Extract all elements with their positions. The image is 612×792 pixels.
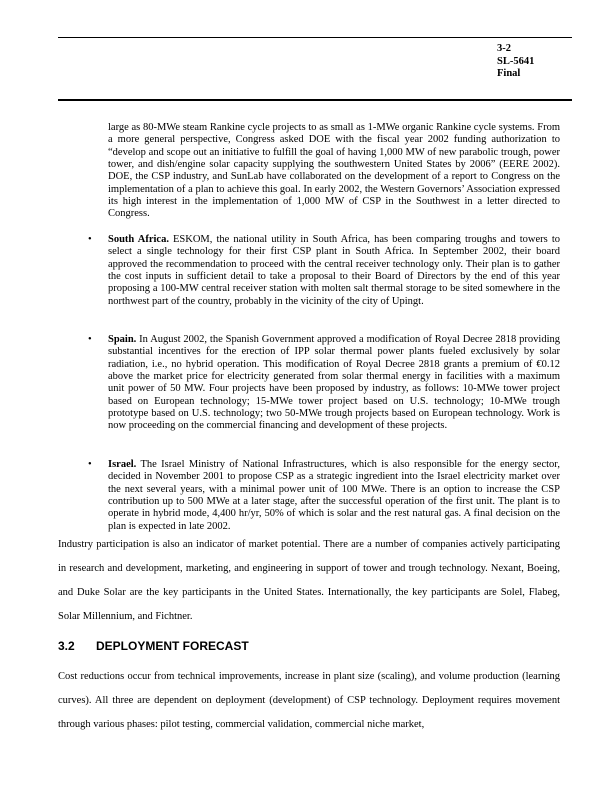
bullet-marker: • xyxy=(88,459,92,470)
bullet-marker: • xyxy=(88,334,92,345)
header-thick-rule xyxy=(58,99,572,101)
bullet-text: The Israel Ministry of National Infrastructures, which is also responsible for the energy sector, decided in November 2001 to propose CSP as a strategic ingredient into the Israel electricity market over the next several years, with a minimal power unit of 100 MWe. There is an option to increase the CSP contribution up to 500 MWe at a later stage, after the successful operation of the first unit. The plant is to operate in hybrid mode, 4,400 hr/yr, 50% of which is solar and the rest natural gas. A final decision on the plan is expected in late 2002. xyxy=(108,459,560,532)
bullet-south-africa xyxy=(108,234,560,308)
bullet-text: In August 2002, the Spanish Government approved a modification of Royal Decree 2818 providing substantial incentives for the erection of IPP solar thermal power plants fueled exclusively by solar radiation, i.e., no hybrid operation. This modification of Royal Decree 2818 grants a premium of €0.12 above the market price for electricity generated from solar thermal energy in facilities with a maximum unit power of 50 MW. Four projects have been proposed by industry, as follows: 10-MWe tower project based on European technology; 15-MWe tower project based on U.S. technology; 10-MWe trough prototype based on U.S. technology; two 50-MWe trough projects based on European technology. Work is now proceeding on the commercial financing and development of these projects. xyxy=(108,334,560,432)
bullet-title: South Africa. xyxy=(108,234,169,245)
header-rule xyxy=(58,37,572,38)
section-number: 3.2 xyxy=(58,639,75,653)
intro-continuation: large as 80-MWe steam Rankine cycle projects to as small as 1-MWe organic Rankine cycle systems. From a more general perspective, Congress asked DOE with the fiscal year 2002 funding authorization to “develop and scope out an initiative to fulfill the goal of having 1,000 MW of new parabolic trough, power tower, and dish/engine solar capacity supplying the southwestern United States by 2006” (EERE 2002). DOE, the CSP industry, and SunLab have collaborated on the development of a report to Congress on the implementation of a plan to achieve this goal. In early 2002, the Western Governors’ Association expressed its high interest in the implementation of 1,000 MW of CSP in the Southwest in a letter directed to Congress. xyxy=(108,122,560,220)
page-header xyxy=(497,43,534,81)
section-title: DEPLOYMENT FORECAST xyxy=(96,639,249,653)
section-heading xyxy=(58,639,249,653)
bullet-marker: • xyxy=(88,234,92,245)
page-number: 3-2 xyxy=(497,43,511,54)
deployment-paragraph: Cost reductions occur from technical improvements, increase in plant size (scaling), and volume production (learning curves). All three are dependent on deployment (development) of CSP technology. Deployment requires movement through various phases: pilot testing, commercial validation, commercial niche market, xyxy=(58,671,560,730)
document-status: Final xyxy=(497,68,521,79)
bullet-spain xyxy=(108,334,560,433)
bullet-title: Spain. xyxy=(108,334,137,345)
bullet-text: ESKOM, the national utility in South Africa, has been comparing troughs and towers to select a single technology for their first CSP plant in South Africa. In September 2002, their board approved the recommendation to proceed with the central receiver technology only. Their plan is to gather the cost inputs in sufficient detail to take a proposal to their Board of Directors by the end of this year proposing a 100-MW central receiver station with molten salt thermal storage to be sited somewhere in the northwest part of the country, probably in the vicinity of the city of Upingt. xyxy=(108,234,560,307)
bullet-title: Israel. xyxy=(108,459,137,470)
bullet-israel xyxy=(108,459,560,533)
industry-paragraph: Industry participation is also an indicator of market potential. There are a number of companies actively participating in research and development, marketing, and engineering in support of tower and trough technology. Nexant, Boeing, and Duke Solar are the key participants in the United States. Internationally, the key participants are Solel, Flabeg, Solar Millennium, and Fichtner. xyxy=(58,539,560,622)
document-id: SL-5641 xyxy=(497,55,535,67)
